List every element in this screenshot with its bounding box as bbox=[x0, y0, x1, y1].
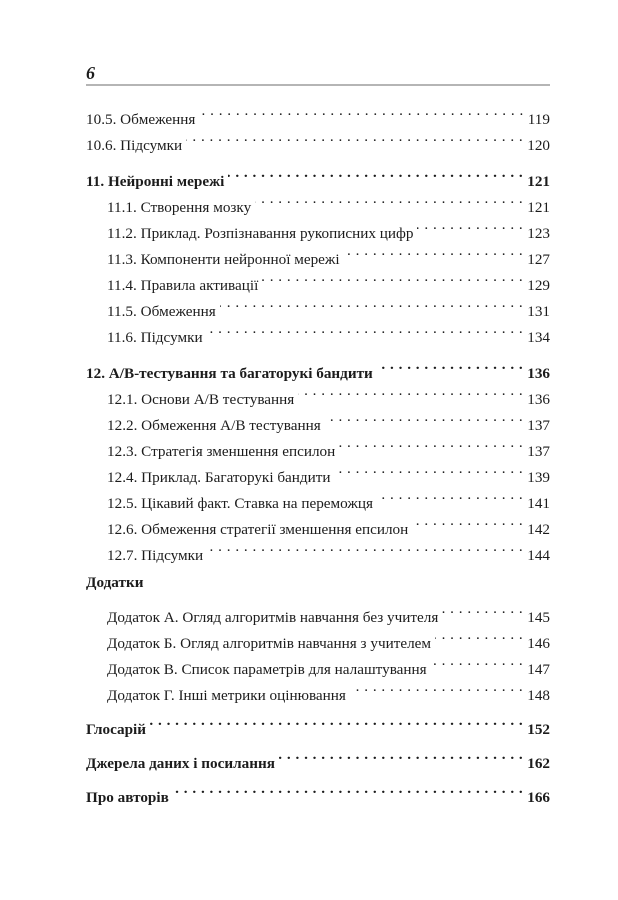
dot-leader bbox=[377, 482, 523, 508]
toc-entry-page: 120 bbox=[527, 137, 550, 154]
toc-entry-page: 136 bbox=[527, 365, 550, 382]
toc-entry-app[interactable] bbox=[86, 570, 550, 596]
toc-entry-title: 11.4. Правила активації bbox=[107, 277, 259, 294]
toc-entry-title: 10.5. Обмеження bbox=[86, 111, 196, 128]
toc-entry-title: 12.1. Основи А/В тестування bbox=[107, 391, 295, 408]
dot-leader bbox=[186, 124, 523, 150]
toc-entry-e105[interactable] bbox=[86, 98, 550, 128]
toc-entry-title: 12.6. Обмеження стратегії зменшення епсилон bbox=[107, 521, 409, 538]
dot-leader bbox=[412, 508, 523, 534]
toc-entry-title: 12.3. Стратегія зменшення епсилон bbox=[107, 443, 336, 460]
toc-entry-page: 148 bbox=[527, 687, 550, 704]
toc-entry-page: 131 bbox=[527, 303, 550, 320]
toc-entry-title: 11. Нейронні мережі bbox=[86, 173, 225, 190]
toc-entry-page: 137 bbox=[527, 417, 550, 434]
toc-entry-page: 137 bbox=[527, 443, 550, 460]
toc-entry-page: 145 bbox=[527, 609, 550, 626]
page-number: 6 bbox=[86, 63, 95, 83]
toc-entry-title: 12.4. Приклад. Багаторукі бандити bbox=[107, 469, 331, 486]
dot-leader bbox=[173, 776, 523, 802]
toc-entry-page: 144 bbox=[527, 547, 550, 564]
dot-leader bbox=[435, 622, 523, 648]
toc-entry-title: 12.2. Обмеження А/В тестування bbox=[107, 417, 321, 434]
toc-entry-page: 141 bbox=[527, 495, 550, 512]
toc-entry-page: 129 bbox=[527, 277, 550, 294]
dot-leader bbox=[150, 708, 523, 734]
toc-entry-title: Джерела даних і посилання bbox=[86, 755, 275, 772]
dot-leader bbox=[339, 430, 523, 456]
toc-gap bbox=[86, 734, 550, 742]
header-rule bbox=[86, 84, 550, 86]
dot-leader bbox=[262, 264, 523, 290]
dot-leader bbox=[442, 596, 523, 622]
toc-entry-title: 11.1. Створення мозку bbox=[107, 199, 252, 216]
dot-leader bbox=[228, 160, 523, 186]
toc-entry-title: Додаток Б. Огляд алгоритмів навчання з учителем bbox=[107, 635, 432, 652]
toc-entry-src[interactable] bbox=[86, 742, 550, 772]
toc-entry-page: 139 bbox=[527, 469, 550, 486]
dot-leader bbox=[298, 378, 523, 404]
toc-entry-page: 123 bbox=[527, 225, 550, 242]
toc-entry-page: 136 bbox=[527, 391, 550, 408]
toc-entry-ch12[interactable] bbox=[86, 352, 550, 382]
toc-entry-title: Додаток А. Огляд алгоритмів навчання без учителя bbox=[107, 609, 439, 626]
toc-entry-page: 119 bbox=[527, 111, 550, 128]
toc-entry-ch11[interactable] bbox=[86, 160, 550, 190]
toc-entry-page: 142 bbox=[527, 521, 550, 538]
toc-entry-page: 152 bbox=[527, 721, 550, 738]
dot-leader bbox=[255, 186, 523, 212]
dot-leader bbox=[325, 404, 523, 430]
toc-entry-page: 134 bbox=[527, 329, 550, 346]
dot-leader bbox=[335, 456, 524, 482]
dot-leader bbox=[344, 238, 524, 264]
toc-entry-page: 121 bbox=[527, 173, 550, 190]
toc-entry-page: 121 bbox=[527, 199, 550, 216]
toc-entry-title: 12. А/В-тестування та багаторукі бандити bbox=[86, 365, 373, 382]
dot-leader bbox=[199, 98, 523, 124]
toc-entry-appA[interactable] bbox=[86, 596, 550, 626]
dot-leader bbox=[207, 534, 523, 560]
toc-entry-title: Додатки bbox=[86, 574, 144, 591]
dot-leader bbox=[350, 674, 523, 700]
dot-leader bbox=[431, 648, 524, 674]
toc-entry-title: Про авторів bbox=[86, 789, 169, 806]
table-of-contents bbox=[86, 98, 550, 806]
toc-entry-title: 12.7. Підсумки bbox=[107, 547, 204, 564]
toc-entry-title: 10.6. Підсумки bbox=[86, 137, 183, 154]
toc-entry-page: 162 bbox=[527, 755, 550, 772]
toc-entry-page: 127 bbox=[527, 251, 550, 268]
toc-entry-title: Додаток Г. Інші метрики оцінювання bbox=[107, 687, 346, 704]
toc-entry-page: 147 bbox=[527, 661, 550, 678]
toc-entry-title: 11.6. Підсумки bbox=[107, 329, 203, 346]
dot-leader bbox=[220, 290, 523, 316]
toc-entry-title: 11.5. Обмеження bbox=[107, 303, 216, 320]
toc-entry-gloss[interactable] bbox=[86, 708, 550, 738]
dot-leader bbox=[207, 316, 524, 342]
toc-entry-title: Глосарій bbox=[86, 721, 146, 738]
dot-leader bbox=[279, 742, 523, 768]
toc-entry-title: 11.2. Приклад. Розпізнавання рукописних цифр bbox=[107, 225, 414, 242]
toc-entry-auth[interactable] bbox=[86, 776, 550, 806]
toc-entry-title: Додаток В. Список параметрів для налаштування bbox=[107, 661, 427, 678]
dot-leader bbox=[377, 352, 523, 378]
dot-leader bbox=[417, 212, 523, 238]
toc-entry-page: 166 bbox=[527, 789, 550, 806]
toc-entry-title: 12.5. Цікавий факт. Ставка на переможця bbox=[107, 495, 373, 512]
toc-entry-page: 146 bbox=[527, 635, 550, 652]
toc-entry-title: 11.3. Компоненти нейронної мережі bbox=[107, 251, 340, 268]
